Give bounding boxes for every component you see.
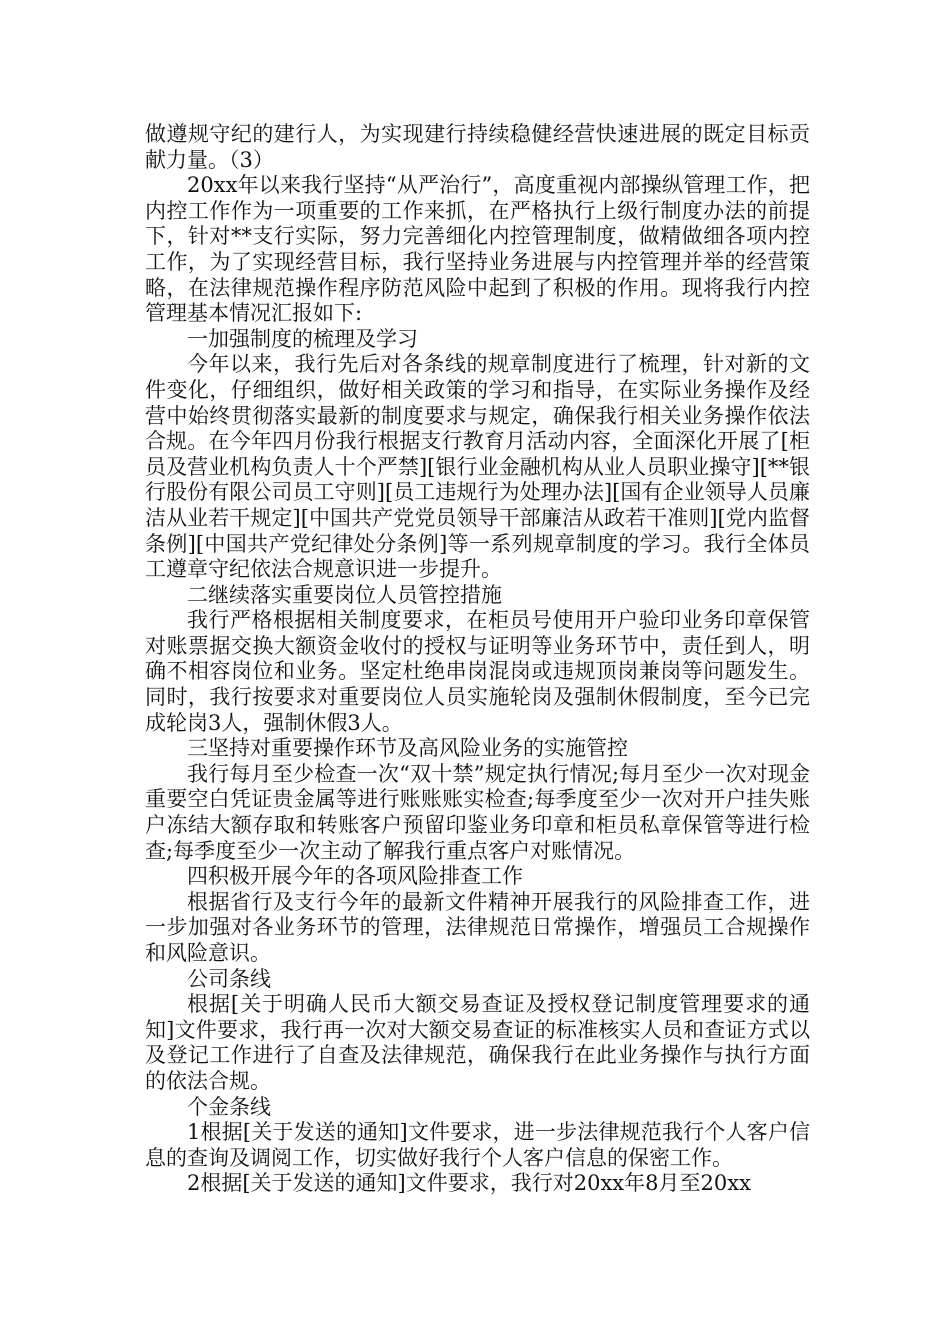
section-heading-3: 三坚持对重要操作环节及高风险业务的实施管控: [187, 736, 628, 761]
paragraph-personal-item-2: 2根据[关于发送的通知]文件要求，我行对20xx年8月至20xx: [187, 1171, 751, 1196]
paragraph-section-3: 我行每月至少检查一次“双十禁”规定执行情况;每月至少一次对现金重要空白凭证贵金属等进行账账账实检查;每季度至少一次对开户挂失账户冻结大额存取和转账客户预留印鉴业务印章和柜员私章保管等进行检查;每季度至少一次主动了解我行重点客户对账情况。: [145, 761, 810, 863]
section-heading-1: 一加强制度的梳理及学习: [187, 326, 418, 351]
subheading-personal-finance-line: 个金条线: [187, 1094, 271, 1119]
section-heading-4: 四积极开展今年的各项风险排查工作: [187, 864, 523, 889]
paragraph-intro: 20xx年以来我行坚持“从严治行”，高度重视内部操纵管理工作，把内控工作作为一项重要的工作来抓，在严格执行上级行制度办法的前提下，针对**支行实际，努力完善细化内控管理制度，做精做细各项内控工作，为了实现经营目标，我行坚持业务进展与内控管理并举的经营策略，在法律规范操作程序防范风险中起到了积极的作用。现将我行内控管理基本情况汇报如下:: [145, 173, 810, 326]
document-page: [145, 122, 810, 1197]
paragraph-continuation: 做遵规守纪的建行人，为实现建行持续稳健经营快速进展的既定目标贡献力量。（3）: [145, 122, 810, 172]
paragraph-section-4: 根据省行及支行今年的最新文件精神开展我行的风险排查工作，进一步加强对各业务环节的管理，法律规范日常操作，增强员工合规操作和风险意识。: [145, 889, 810, 965]
subheading-corporate-line: 公司条线: [187, 966, 271, 991]
paragraph-corporate-line: 根据[关于明确人民币大额交易查证及授权登记制度管理要求的通知]文件要求，我行再一次对大额交易查证的标准核实人员和查证方式以及登记工作进行了自查及法律规范，确保我行在此业务操作与执行方面的依法合规。: [145, 992, 810, 1093]
paragraph-personal-item-1: 1根据[关于发送的通知]文件要求，进一步法律规范我行个人客户信息的查询及调阅工作，切实做好我行个人客户信息的保密工作。: [145, 1120, 810, 1170]
paragraph-section-1: 今年以来，我行先后对各条线的规章制度进行了梳理，针对新的文件变化，仔细组织，做好相关政策的学习和指导，在实际业务操作及经营中始终贯彻落实最新的制度要求与规定，确保我行相关业务操作依法合规。在今年四月份我行根据支行教育月活动内容，全面深化开展了[柜员及营业机构负责人十个严禁][银行业金融机构从业人员职业操守][**银行股份有限公司员工守则][员工违规行为处理办法][国有企业领导人员廉洁从业若干规定][中国共产党党员领导干部廉洁从政若干准则][党内监督条例][中国共产党纪律处分条例]等一系列规章制度的学习。我行全体员工遵章守纪依法合规意识进一步提升。: [145, 352, 810, 582]
paragraph-section-2: 我行严格根据相关制度要求，在柜员号使用开户验印业务印章保管对账票据交换大额资金收付的授权与证明等业务环节中，责任到人，明确不相容岗位和业务。坚定杜绝串岗混岗或违规顶岗兼岗等问题发生。同时，我行按要求对重要岗位人员实施轮岗及强制休假制度，至今已完成轮岗3人，强制休假3人。: [145, 608, 810, 735]
section-heading-2: 二继续落实重要岗位人员管控措施: [187, 582, 502, 607]
